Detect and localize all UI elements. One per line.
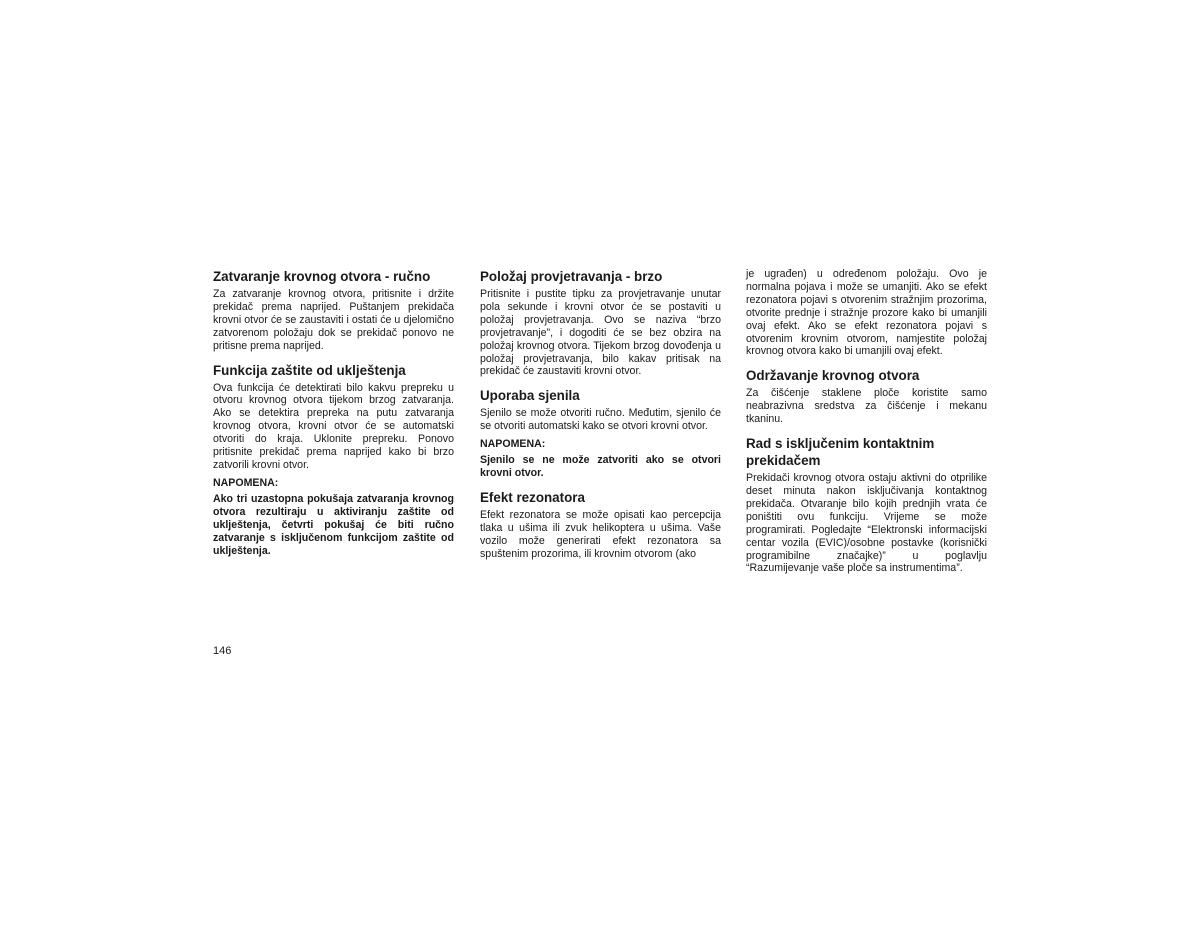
heading-sunroof-maintenance: Održavanje krovnog otvora bbox=[746, 368, 920, 384]
heading-vent-express: Položaj provjetravanja - brzo bbox=[480, 269, 663, 284]
heading-sunshade: Uporaba sjenila bbox=[480, 388, 580, 404]
note-sunshade: Sjenilo se ne može zatvoriti ako se otvori krovni otvor. bbox=[480, 454, 721, 480]
note-label: NAPOMENA: bbox=[480, 438, 546, 451]
note-pinch-protection: Ako tri uzastopna pokušaja zatvaranja krovnog otvora rezultiraju u aktiviranju zaštite od uklještenja, četvrti pokušaj će biti ručno zatvaranje s isključenom funkcijom zaštite od uklještenja. bbox=[213, 492, 454, 557]
column-left bbox=[213, 268, 454, 557]
heading-pinch-protection: Funkcija zaštite od uklještenja bbox=[213, 362, 406, 378]
column-middle bbox=[480, 268, 721, 561]
paragraph-wind-buffeting-continued: je ugrađen) u određenom položaju. Ovo je normalna pojava i može se umanjiti. Ako se efekt rezonatora pojavi s otvorenim stražnjim prozorima, otvorite prednje i stražnje prozore kako bi umanjili ovaj efekt. Ako se efekt rezonatora pojavi s otvorenim krovnim otvorom, namjestite položaj krovnog otvora kako bi umanjili ovaj efekt. bbox=[746, 268, 987, 358]
paragraph-wind-buffeting: Efekt rezonatora se može opisati kao percepcija tlaka u ušima ili zvuk helikoptera u ušima. Vaše vozilo može generirati efekt rezonatora sa spuštenim prozorima, ili krovnim otvorom (ako bbox=[480, 508, 721, 560]
note-label: NAPOMENA: bbox=[213, 476, 279, 489]
paragraph-sunroof-maintenance: Za čišćenje staklene ploče koristite samo neabrazivna sredstva za čišćenje i mekanu tkaninu. bbox=[746, 387, 987, 426]
paragraph-ignition-off-operation: Prekidači krovnog otvora ostaju aktivni do otprilike deset minuta nakon isključivanja kontaktnog prekidača. Otvaranje bilo kojih prednjih vrata će poništiti ovu funkciju. Vrijeme se može programirati. Pogledajte “Elektronski informacijski centar vozila (EVIC)/osobne postavke (korisnički programibilne značajke)” u poglavlju “Razumijevanje vaše ploče sa instrumentima”. bbox=[746, 472, 987, 575]
page-number: 146 bbox=[213, 645, 232, 657]
heading-wind-buffeting: Efekt rezonatora bbox=[480, 489, 585, 505]
heading-ignition-off-operation: Rad s isključenim kontaktnim prekidačem bbox=[746, 436, 935, 469]
paragraph-vent-express: Pritisnite i pustite tipku za provjetravanje unutar pola sekunde i krovni otvor će se postaviti u položaj provjetravanja. Ovo se naziva “brzo provjetravanje”, i dogoditi će se bez obzira na položaj krovnog otvora. Tijekom brzog dovođenja u položaj provjetravanja, bilo kakav pritisak na prekidač će zaustaviti krovni otvor. bbox=[480, 288, 721, 378]
paragraph-pinch-protection: Ova funkcija će detektirati bilo kakvu prepreku u otvoru krovnog otvora tijekom brzog zatvaranja. Ako se detektira prepreka na putu zatvaranja krovnog otvora, krovni otvor će se automatski otvoriti do kraja. Uklonite prepreku. Ponovo pritisnite prekidač prema naprijed kako bi brzo zatvorili krovni otvor. bbox=[213, 381, 454, 471]
paragraph-manual-close: Za zatvaranje krovnog otvora, pritisnite i držite prekidač prema naprijed. Puštanjem prekidača krovni otvor će se zaustaviti i ostati će u djelomično zatvorenom položaju dok se prekidač ponovo ne pritisne prema naprijed. bbox=[213, 288, 454, 352]
column-right bbox=[746, 268, 987, 575]
heading-manual-close: Zatvaranje krovnog otvora - ručno bbox=[213, 269, 431, 284]
paragraph-sunshade: Sjenilo se može otvoriti ručno. Međutim, sjenilo će se otvoriti automatski kako se otvori krovni otvor. bbox=[480, 407, 721, 433]
